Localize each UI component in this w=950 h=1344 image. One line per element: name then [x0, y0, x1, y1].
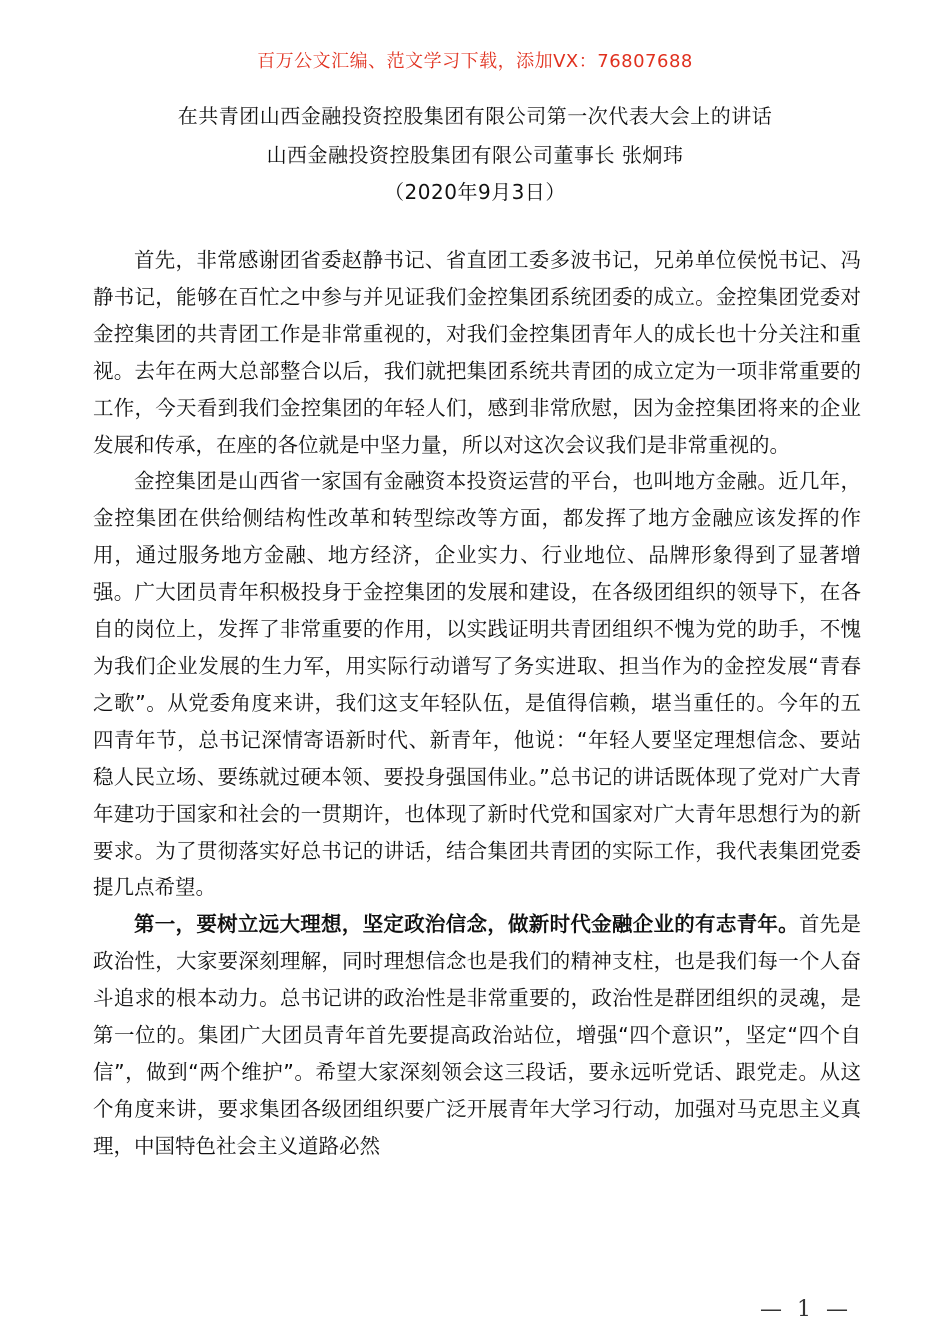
- speech-body: [93, 242, 861, 1165]
- paragraph-2: 金控集团是山西省一家国有金融资本投资运营的平台，也叫地方金融。近几年，金控集团在供给侧结构性改革和转型综改等方面，都发挥了地方金融应该发挥的作用，通过服务地方金融、地方经济，企业实力、行业地位、品牌形象得到了显著增强。广大团员青年积极投身于金控集团的发展和建设，在各级团组织的领导下，在各自的岗位上，发挥了非常重要的作用，以实践证明共青团组织不愧为党的助手，不愧为我们企业发展的生力军，用实际行动谱写了务实进取、担当作为的金控发展“青春之歌”。从党委角度来讲，我们这支年轻队伍，是值得信赖，堪当重任的。今年的五四青年节，总书记深情寄语新时代、新青年，他说：“年轻人要坚定理想信念、要站稳人民立场、要练就过硬本领、要投身强国伟业。”总书记的讲话既体现了党对广大青年建功于国家和社会的一贯期许，也体现了新时代党和国家对广大青年思想行为的新要求。为了贯彻落实好总书记的讲话，结合集团共青团的实际工作，我代表集团党委提几点希望。: [93, 469, 861, 900]
- paragraph-3-text: 首先是政治性，大家要深刻理解，同时理想信念也是我们的精神支柱，也是我们每一个人奋斗追求的根本动力。总书记讲的政治性是非常重要的，政治性是群团组织的灵魂，是第一位的。集团广大团员青年首先要提高政治站位，增强“四个意识”，坚定“四个自信”，做到“两个维护”。希望大家深刻领会这三段话，要永远听党话、跟党走。从这个角度来讲，要求集团各级团组织要广泛开展青年大学习行动，加强对马克思主义真理，中国特色社会主义道路必然: [93, 912, 862, 1158]
- speech-title: 在共青团山西金融投资控股集团有限公司第一次代表大会上的讲话: [177, 104, 773, 128]
- paragraph-1: 首先，非常感谢团省委赵静书记、省直团工委多波书记，兄弟单位侯悦书记、冯静书记，能够在百忙之中参与并见证我们金控集团系统团委的成立。金控集团党委对金控集团的共青团工作是非常重视的，对我们金控集团青年人的成长也十分关注和重视。去年在两大总部整合以后，我们就把集团系统共青团的成立定为一项非常重要的工作，今天看到我们金控集团的年轻人们，感到非常欣慰，因为金控集团将来的企业发展和传承，在座的各位就是中坚力量，所以对这次会议我们是非常重视的。: [93, 248, 861, 457]
- watermark-banner: 百万公文汇编、范文学习下载，添加VX：76807688: [257, 51, 693, 72]
- section-heading-1: 第一，要树立远大理想，坚定政治信念，做新时代金融企业的有志青年。: [134, 912, 799, 937]
- page-number: — 1 —: [760, 1297, 852, 1322]
- paragraph-3: [93, 906, 861, 1164]
- speech-date: （2020年9月3日）: [384, 180, 566, 204]
- speaker-line: 山西金融投资控股集团有限公司董事长 张炯玮: [266, 143, 684, 167]
